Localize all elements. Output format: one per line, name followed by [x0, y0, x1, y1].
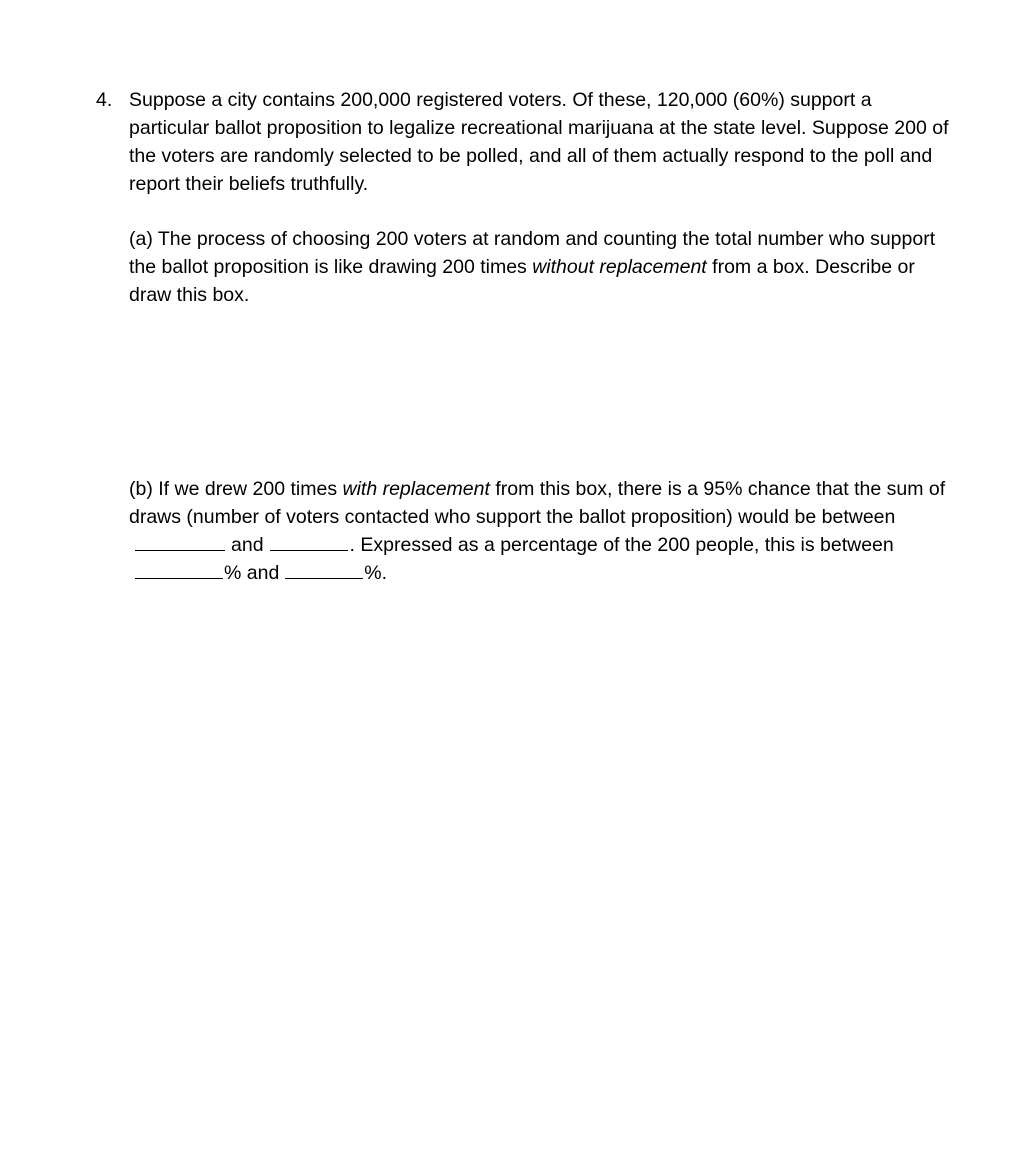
part-b-pct-end: %.	[364, 562, 388, 584]
question-text: Suppose a city contains 200,000 registered voters. Of these, 120,000 (60%) support a particular ballot proposition to legalize recreational marijuana at the state level. Suppose 200 of the voters are randomly selected to be polled, and all of them actually respond to the poll and report their beliefs truthfully.	[129, 89, 949, 195]
answer-blank-lower-count[interactable]	[135, 532, 225, 551]
part-b-text-expressed: . Expressed as a percentage of the 200 people, this is between	[349, 534, 894, 556]
part-b	[129, 475, 959, 587]
answer-blank-upper-count[interactable]	[270, 532, 348, 551]
part-b-pct-and: % and	[224, 562, 280, 584]
question-number: 4.	[96, 89, 113, 111]
answer-blank-lower-percent[interactable]	[135, 560, 223, 579]
part-a	[129, 225, 949, 309]
part-b-and: and	[231, 534, 264, 556]
answer-blank-upper-percent[interactable]	[285, 560, 363, 579]
part-b-emphasis: with replacement	[342, 478, 490, 500]
part-b-text-mid: from this box, there is a 95% chance that the sum of draws (number of voters contacted who support the ballot proposition) would be between	[129, 478, 946, 528]
question-4	[96, 86, 976, 198]
part-a-text-after: from a box. Describe or draw this box.	[129, 256, 915, 306]
part-a-emphasis: without replacement	[532, 256, 707, 278]
part-a-text-before: (a) The process of choosing 200 voters at random and counting the total number who support the ballot proposition is like drawing 200 times	[129, 228, 936, 278]
part-b-text-before: (b) If we drew 200 times	[129, 478, 343, 500]
